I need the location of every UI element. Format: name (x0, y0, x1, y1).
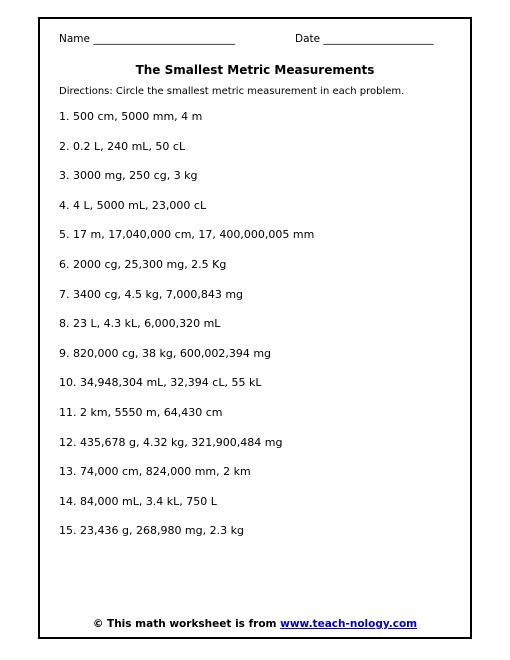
problem-item: 5. 17 m, 17,040,000 cm, 17, 400,000,005 mm (59, 228, 315, 242)
worksheet (38, 17, 472, 639)
problem-item: 10. 34,948,304 mL, 32,394 cL, 55 kL (59, 376, 262, 390)
problem-item: 15. 23,436 g, 268,980 mg, 2.3 kg (59, 524, 244, 538)
problem-item: 11. 2 km, 5550 m, 64,430 cm (59, 405, 223, 419)
problem-item: 1. 500 cm, 5000 mm, 4 m (59, 110, 203, 123)
problem-item: 12. 435,678 g, 4.32 kg, 321,900,484 mg (59, 435, 283, 449)
problem-list (59, 109, 314, 553)
problem-item: 4. 4 L, 5000 mL, 23,000 cL (59, 198, 207, 212)
problem-item: 13. 74,000 cm, 824,000 mm, 2 km (59, 465, 251, 479)
date-field: Date _____________________ (295, 33, 434, 45)
footer-text: © This math worksheet is from (92, 618, 281, 630)
problem-item: 7. 3400 cg, 4.5 kg, 7,000,843 mg (59, 287, 244, 301)
problem-item: 8. 23 L, 4.3 kL, 6,000,320 mL (59, 317, 221, 331)
name-field: Name ___________________________ (59, 33, 236, 45)
problem-item: 14. 84,000 mL, 3.4 kL, 750 L (59, 494, 217, 508)
problem-item: 2. 0.2 L, 240 mL, 50 cL (59, 139, 186, 153)
directions: Directions: Circle the smallest metric measurement in each problem. (59, 86, 405, 97)
worksheet-title: The Smallest Metric Measurements (135, 63, 375, 77)
problem-item: 6. 2000 cg, 25,300 mg, 2.5 Kg (59, 257, 227, 271)
problem-item: 9. 820,000 cg, 38 kg, 600,002,394 mg (59, 346, 272, 360)
footer-link[interactable]: www.teach-nology.com (280, 618, 418, 630)
problem-item: 3. 3000 mg, 250 cg, 3 kg (59, 169, 198, 183)
footer (40, 618, 470, 630)
